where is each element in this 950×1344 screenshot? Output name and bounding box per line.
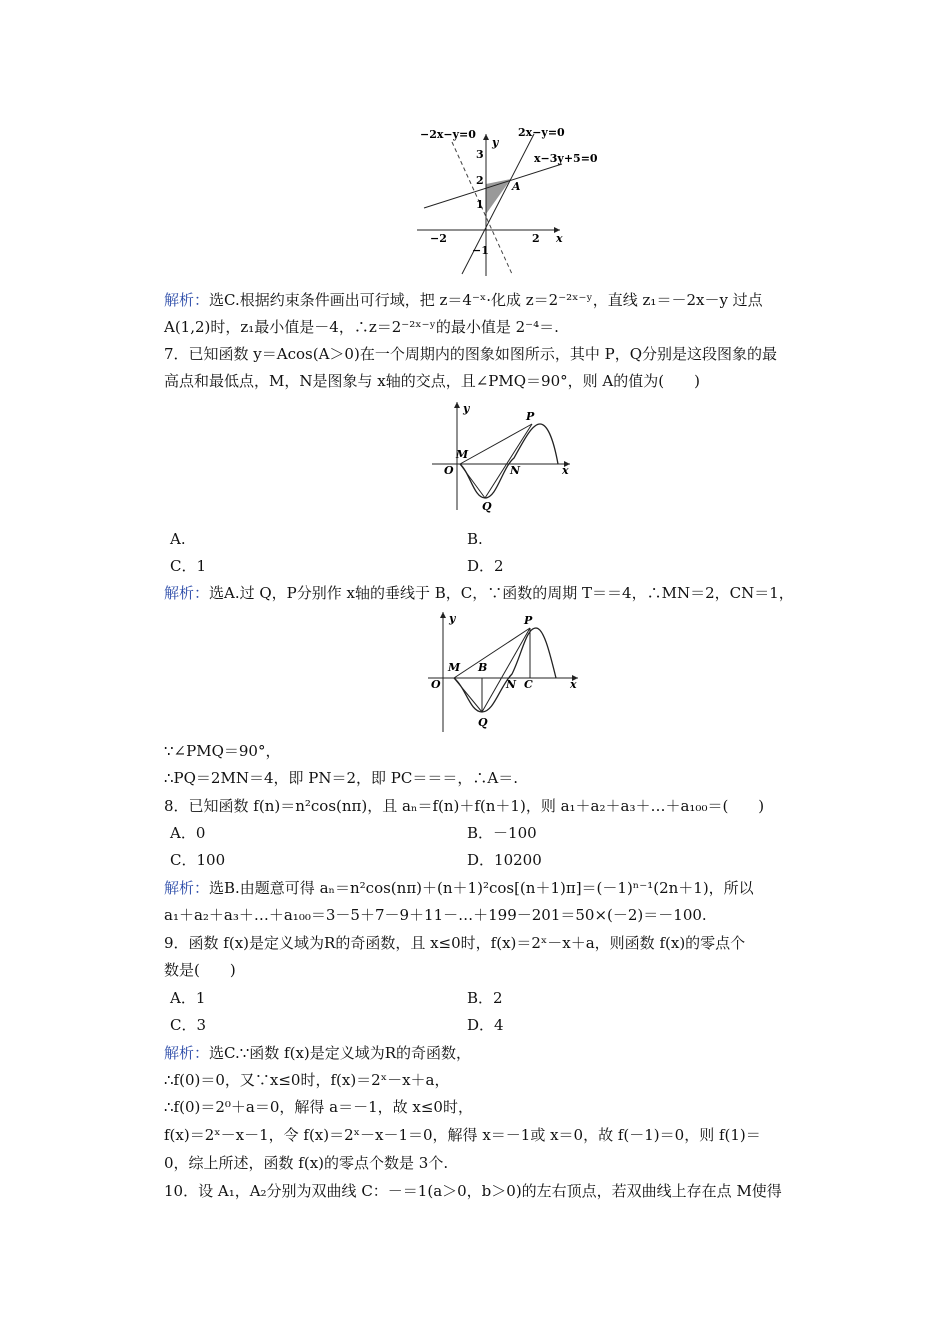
sol9-line2: ∴f(0)＝0，又∵x≤0时，f(x)＝2ˣ－x＋a， xyxy=(164,1071,450,1089)
sol7-line3: ∴PQ＝2MN＝4，即 PN＝2，即 PC＝＝＝，∴A＝. xyxy=(164,769,518,787)
point-o: O xyxy=(431,678,441,691)
y-axis-label: y xyxy=(492,136,499,149)
q10-line1: 10．设 A₁，A₂分别为双曲线 C：－＝1(a＞0，b＞0)的左右顶点，若双曲线上存在点 M使得 xyxy=(164,1182,782,1200)
q9-option-d: D．4 xyxy=(467,1016,504,1034)
sol6-line1: 解析：选C.根据约束条件画出可行域，把 z＝4⁻ˣ·化成 z＝2⁻²ˣ⁻ʸ，直线 z₁＝－2x－y 过点 xyxy=(164,291,763,309)
x-axis-label: x xyxy=(562,464,569,477)
tick-2: 2 xyxy=(476,174,484,187)
q9-option-b: B．2 xyxy=(467,989,503,1007)
sol7-line2: ∵∠PMQ＝90°， xyxy=(164,742,281,760)
y-axis-label: y xyxy=(463,402,470,415)
eq2-label: 2x−y=0 xyxy=(518,126,565,139)
sol9-line1: 解析：选C.∵函数 f(x)是定义域为R的奇函数， xyxy=(164,1044,472,1062)
point-q: Q xyxy=(482,500,492,513)
sol7-line1: 解析：选A.过 Q，P分别作 x轴的垂线于 B，C，∵函数的周期 T＝＝4，∴MN＝2，CN＝1， xyxy=(164,584,794,602)
tick-x2: 2 xyxy=(532,232,540,245)
tick-3: 3 xyxy=(476,148,484,161)
point-c: C xyxy=(524,678,533,691)
q7-line2: 高点和最低点，M，N是图象与 x轴的交点，且∠PMQ＝90°，则 A的值为( ) xyxy=(164,372,700,390)
point-p: P xyxy=(524,614,533,627)
point-b: B xyxy=(478,661,488,674)
tick-m1: −1 xyxy=(472,244,489,257)
sol8-line2: a₁＋a₂＋a₃＋…＋a₁₀₀＝3－5＋7－9＋11－…＋199－201＝50×(－2)＝－100. xyxy=(164,906,707,924)
sol8-line1: 解析：选B.由题意可得 aₙ＝n²cos(nπ)＋(n＋1)²cos[(n＋1)π]＝(－1)ⁿ⁻¹(2n＋1)，所以 xyxy=(164,879,754,897)
cosine-graph-perpendiculars-figure xyxy=(426,608,586,736)
q8-line1: 8．已知函数 f(n)＝n²cos(nπ)，且 aₙ＝f(n)＋f(n＋1)，则 a₁＋a₂＋a₃＋…＋a₁₀₀＝( ) xyxy=(164,797,765,815)
point-q: Q xyxy=(478,716,488,729)
q8-option-a: A．0 xyxy=(170,824,206,842)
feasible-region-figure xyxy=(412,124,602,280)
q9-line2: 数是( ) xyxy=(164,961,236,979)
point-a-label: A xyxy=(512,180,521,193)
q7-option-c: C．1 xyxy=(170,557,207,575)
solution-tag: 解析： xyxy=(164,584,210,602)
sol9-line3: ∴f(0)＝2⁰＋a＝0，解得 a＝－1，故 x≤0时， xyxy=(164,1098,473,1116)
y-axis-label: y xyxy=(449,612,456,625)
sol9-line4: f(x)＝2ˣ－x－1，令 f(x)＝2ˣ－x－1＝0，解得 x＝－1或 x＝0，故 f(－1)＝0，则 f(1)＝ xyxy=(164,1126,761,1144)
q7-option-a: A. xyxy=(170,530,186,548)
sol6-line2: A(1,2)时，z₁最小值是－4，∴z＝2⁻²ˣ⁻ʸ的最小值是 2⁻⁴＝. xyxy=(164,318,559,336)
q8-option-b: B．－100 xyxy=(467,824,537,842)
q9-option-c: C．3 xyxy=(170,1016,207,1034)
q8-option-d: D．10200 xyxy=(467,851,542,869)
q7-option-d: D．2 xyxy=(467,557,504,575)
point-n: N xyxy=(510,464,521,477)
tick-1: 1 xyxy=(476,198,484,211)
q9-option-a: A．1 xyxy=(170,989,206,1007)
solution-tag: 解析： xyxy=(164,291,210,309)
q7-line1: 7．已知函数 y＝Acos(A＞0)在一个周期内的图象如图所示，其中 P，Q分别是这段图象的最 xyxy=(164,345,777,363)
q9-line1: 9．函数 f(x)是定义域为R的奇函数，且 x≤0时，f(x)＝2ˣ－x＋a，则函数 f(x)的零点个 xyxy=(164,934,746,952)
point-m: M xyxy=(448,661,461,674)
x-axis-label: x xyxy=(556,232,563,245)
solution-tag: 解析： xyxy=(164,879,210,897)
point-n: N xyxy=(506,678,517,691)
point-m: M xyxy=(456,448,469,461)
eq1-label: −2x−y=0 xyxy=(420,128,476,141)
q8-option-c: C．100 xyxy=(170,851,226,869)
point-p: P xyxy=(526,410,535,423)
solution-tag: 解析： xyxy=(164,1044,210,1062)
x-axis-label: x xyxy=(570,678,577,691)
q7-option-b: B. xyxy=(467,530,483,548)
eq3-label: x−3y+5=0 xyxy=(534,152,598,165)
sol9-line5: 0，综上所述，函数 f(x)的零点个数是 3个. xyxy=(164,1154,449,1172)
point-o: O xyxy=(444,464,454,477)
tick-xm2: −2 xyxy=(430,232,447,245)
cosine-graph-figure xyxy=(430,398,575,518)
